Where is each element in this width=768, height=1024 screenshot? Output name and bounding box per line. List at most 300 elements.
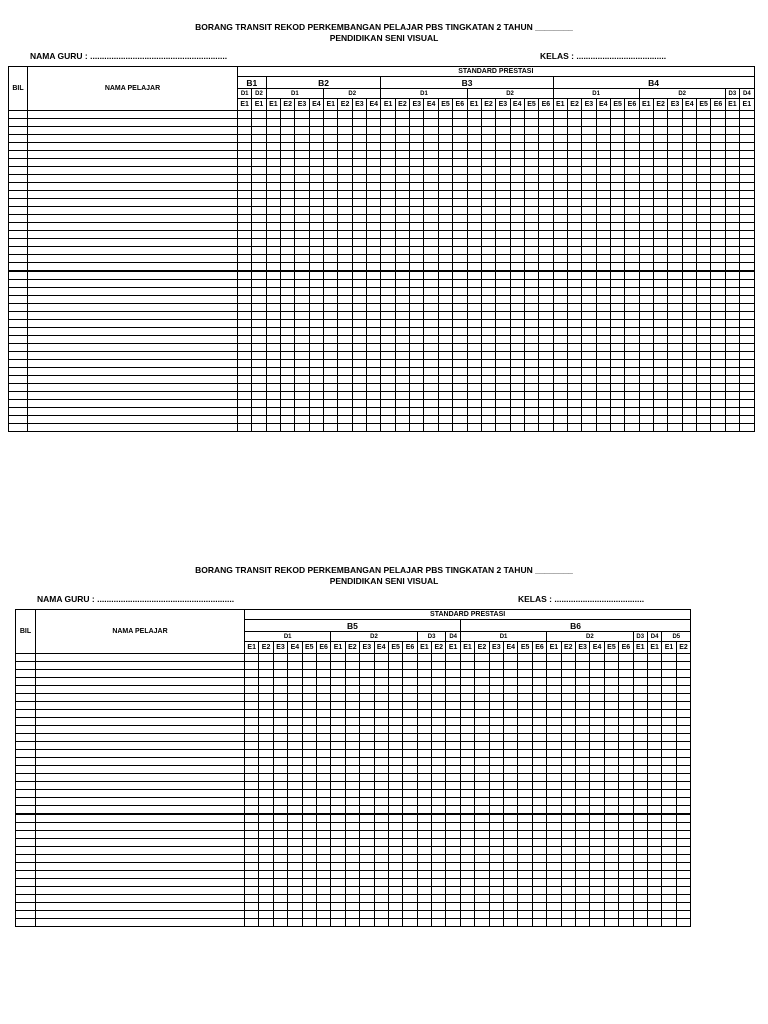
score-cell[interactable] [302, 726, 316, 734]
score-cell[interactable] [553, 392, 567, 400]
score-cell[interactable] [288, 718, 302, 726]
score-cell[interactable] [324, 344, 338, 352]
score-cell[interactable] [740, 368, 755, 376]
score-cell[interactable] [496, 135, 510, 143]
score-cell[interactable] [676, 823, 691, 831]
score-cell[interactable] [331, 790, 345, 798]
score-cell[interactable] [639, 368, 653, 376]
score-cell[interactable] [567, 320, 581, 328]
score-cell[interactable] [403, 895, 417, 903]
score-cell[interactable] [345, 678, 359, 686]
score-cell[interactable] [647, 734, 661, 742]
score-cell[interactable] [302, 662, 316, 670]
score-cell[interactable] [403, 831, 417, 839]
score-cell[interactable] [539, 111, 553, 119]
score-cell[interactable] [653, 135, 667, 143]
score-cell[interactable] [481, 408, 495, 416]
score-cell[interactable] [647, 863, 661, 871]
score-cell[interactable] [338, 199, 352, 207]
score-cell[interactable] [316, 766, 330, 774]
score-cell[interactable] [668, 360, 682, 368]
score-cell[interactable] [388, 879, 402, 887]
score-cell[interactable] [668, 400, 682, 408]
score-cell[interactable] [367, 223, 381, 231]
score-cell[interactable] [518, 782, 532, 790]
score-cell[interactable] [518, 710, 532, 718]
score-cell[interactable] [639, 135, 653, 143]
score-cell[interactable] [417, 871, 431, 879]
score-cell[interactable] [610, 207, 624, 215]
score-cell[interactable] [711, 304, 725, 312]
score-cell[interactable] [740, 167, 755, 175]
score-cell[interactable] [582, 320, 596, 328]
score-cell[interactable] [388, 686, 402, 694]
score-cell[interactable] [453, 239, 467, 247]
score-cell[interactable] [410, 175, 424, 183]
score-cell[interactable] [662, 919, 676, 927]
score-cell[interactable] [238, 304, 252, 312]
score-cell[interactable] [711, 127, 725, 135]
score-cell[interactable] [403, 863, 417, 871]
score-cell[interactable] [518, 806, 532, 815]
score-cell[interactable] [281, 408, 295, 416]
score-cell[interactable] [639, 239, 653, 247]
score-cell[interactable] [725, 199, 739, 207]
score-cell[interactable] [381, 223, 395, 231]
score-cell[interactable] [561, 718, 575, 726]
score-cell[interactable] [467, 304, 481, 312]
score-cell[interactable] [725, 328, 739, 336]
score-cell[interactable] [553, 376, 567, 384]
score-cell[interactable] [338, 247, 352, 255]
bil-cell[interactable] [16, 678, 36, 686]
score-cell[interactable] [438, 183, 452, 191]
bil-cell[interactable] [9, 159, 28, 167]
score-cell[interactable] [697, 247, 711, 255]
score-cell[interactable] [324, 312, 338, 320]
score-cell[interactable] [460, 871, 474, 879]
score-cell[interactable] [524, 255, 538, 263]
score-cell[interactable] [453, 135, 467, 143]
score-cell[interactable] [639, 288, 653, 296]
student-name-cell[interactable] [36, 903, 245, 911]
score-cell[interactable] [259, 919, 273, 927]
score-cell[interactable] [682, 424, 696, 432]
score-cell[interactable] [711, 223, 725, 231]
score-cell[interactable] [252, 304, 266, 312]
score-cell[interactable] [238, 360, 252, 368]
score-cell[interactable] [582, 223, 596, 231]
score-cell[interactable] [504, 774, 518, 782]
score-cell[interactable] [582, 271, 596, 280]
score-cell[interactable] [481, 328, 495, 336]
score-cell[interactable] [711, 247, 725, 255]
score-cell[interactable] [266, 247, 280, 255]
score-cell[interactable] [302, 903, 316, 911]
score-cell[interactable] [567, 143, 581, 151]
score-cell[interactable] [653, 231, 667, 239]
score-cell[interactable] [360, 694, 374, 702]
score-cell[interactable] [697, 135, 711, 143]
score-cell[interactable] [316, 790, 330, 798]
score-cell[interactable] [619, 734, 633, 742]
score-cell[interactable] [309, 392, 323, 400]
score-cell[interactable] [259, 839, 273, 847]
score-cell[interactable] [740, 392, 755, 400]
score-cell[interactable] [697, 159, 711, 167]
score-cell[interactable] [374, 686, 388, 694]
score-cell[interactable] [662, 726, 676, 734]
score-cell[interactable] [725, 288, 739, 296]
score-cell[interactable] [610, 175, 624, 183]
score-cell[interactable] [633, 686, 647, 694]
score-cell[interactable] [381, 312, 395, 320]
score-cell[interactable] [725, 231, 739, 239]
score-cell[interactable] [504, 742, 518, 750]
score-cell[interactable] [367, 231, 381, 239]
score-cell[interactable] [467, 215, 481, 223]
score-cell[interactable] [625, 159, 639, 167]
bil-cell[interactable] [16, 718, 36, 726]
student-name-cell[interactable] [36, 911, 245, 919]
score-cell[interactable] [295, 384, 309, 392]
score-cell[interactable] [417, 774, 431, 782]
score-cell[interactable] [259, 855, 273, 863]
score-cell[interactable] [561, 855, 575, 863]
score-cell[interactable] [388, 911, 402, 919]
score-cell[interactable] [331, 766, 345, 774]
score-cell[interactable] [567, 288, 581, 296]
score-cell[interactable] [647, 823, 661, 831]
score-cell[interactable] [381, 320, 395, 328]
score-cell[interactable] [395, 368, 409, 376]
score-cell[interactable] [590, 887, 604, 895]
score-cell[interactable] [273, 782, 287, 790]
score-cell[interactable] [676, 702, 691, 710]
score-cell[interactable] [547, 718, 561, 726]
student-name-cell[interactable] [28, 271, 238, 280]
score-cell[interactable] [309, 159, 323, 167]
score-cell[interactable] [539, 183, 553, 191]
score-cell[interactable] [345, 670, 359, 678]
score-cell[interactable] [367, 263, 381, 272]
score-cell[interactable] [561, 694, 575, 702]
score-cell[interactable] [331, 726, 345, 734]
score-cell[interactable] [395, 271, 409, 280]
score-cell[interactable] [633, 718, 647, 726]
score-cell[interactable] [510, 376, 524, 384]
score-cell[interactable] [302, 654, 316, 662]
score-cell[interactable] [432, 790, 446, 798]
score-cell[interactable] [295, 215, 309, 223]
score-cell[interactable] [725, 320, 739, 328]
score-cell[interactable] [647, 694, 661, 702]
score-cell[interactable] [668, 175, 682, 183]
score-cell[interactable] [316, 895, 330, 903]
score-cell[interactable] [625, 384, 639, 392]
student-name-cell[interactable] [28, 408, 238, 416]
bil-cell[interactable] [9, 400, 28, 408]
score-cell[interactable] [288, 694, 302, 702]
score-cell[interactable] [410, 159, 424, 167]
score-cell[interactable] [539, 384, 553, 392]
score-cell[interactable] [460, 702, 474, 710]
score-cell[interactable] [424, 271, 438, 280]
score-cell[interactable] [295, 360, 309, 368]
score-cell[interactable] [725, 312, 739, 320]
score-cell[interactable] [676, 919, 691, 927]
score-cell[interactable] [676, 686, 691, 694]
score-cell[interactable] [711, 255, 725, 263]
score-cell[interactable] [259, 814, 273, 823]
score-cell[interactable] [532, 694, 546, 702]
score-cell[interactable] [561, 686, 575, 694]
score-cell[interactable] [524, 352, 538, 360]
score-cell[interactable] [676, 831, 691, 839]
score-cell[interactable] [590, 895, 604, 903]
score-cell[interactable] [504, 670, 518, 678]
score-cell[interactable] [266, 280, 280, 288]
score-cell[interactable] [417, 839, 431, 847]
score-cell[interactable] [725, 223, 739, 231]
score-cell[interactable] [610, 360, 624, 368]
score-cell[interactable] [662, 831, 676, 839]
score-cell[interactable] [676, 855, 691, 863]
score-cell[interactable] [711, 175, 725, 183]
score-cell[interactable] [633, 863, 647, 871]
score-cell[interactable] [682, 360, 696, 368]
score-cell[interactable] [417, 855, 431, 863]
score-cell[interactable] [360, 839, 374, 847]
score-cell[interactable] [510, 320, 524, 328]
score-cell[interactable] [575, 847, 589, 855]
score-cell[interactable] [446, 686, 460, 694]
score-cell[interactable] [668, 288, 682, 296]
score-cell[interactable] [561, 766, 575, 774]
score-cell[interactable] [481, 231, 495, 239]
score-cell[interactable] [460, 806, 474, 815]
score-cell[interactable] [245, 670, 259, 678]
student-name-cell[interactable] [36, 871, 245, 879]
score-cell[interactable] [532, 734, 546, 742]
score-cell[interactable] [481, 304, 495, 312]
score-cell[interactable] [647, 911, 661, 919]
score-cell[interactable] [532, 726, 546, 734]
score-cell[interactable] [604, 734, 618, 742]
student-name-cell[interactable] [36, 831, 245, 839]
score-cell[interactable] [453, 384, 467, 392]
score-cell[interactable] [653, 119, 667, 127]
score-cell[interactable] [625, 239, 639, 247]
score-cell[interactable] [252, 247, 266, 255]
score-cell[interactable] [610, 191, 624, 199]
score-cell[interactable] [432, 670, 446, 678]
score-cell[interactable] [467, 175, 481, 183]
score-cell[interactable] [662, 694, 676, 702]
score-cell[interactable] [711, 239, 725, 247]
score-cell[interactable] [266, 127, 280, 135]
score-cell[interactable] [360, 823, 374, 831]
score-cell[interactable] [682, 304, 696, 312]
score-cell[interactable] [567, 111, 581, 119]
score-cell[interactable] [374, 694, 388, 702]
score-cell[interactable] [295, 392, 309, 400]
score-cell[interactable] [590, 871, 604, 879]
score-cell[interactable] [496, 360, 510, 368]
score-cell[interactable] [633, 847, 647, 855]
score-cell[interactable] [481, 247, 495, 255]
score-cell[interactable] [504, 750, 518, 758]
score-cell[interactable] [590, 718, 604, 726]
score-cell[interactable] [367, 151, 381, 159]
score-cell[interactable] [424, 167, 438, 175]
score-cell[interactable] [668, 135, 682, 143]
score-cell[interactable] [309, 336, 323, 344]
score-cell[interactable] [432, 798, 446, 806]
score-cell[interactable] [682, 183, 696, 191]
score-cell[interactable] [740, 376, 755, 384]
score-cell[interactable] [567, 207, 581, 215]
score-cell[interactable] [697, 151, 711, 159]
score-cell[interactable] [252, 368, 266, 376]
score-cell[interactable] [682, 135, 696, 143]
score-cell[interactable] [331, 742, 345, 750]
score-cell[interactable] [259, 686, 273, 694]
score-cell[interactable] [547, 814, 561, 823]
score-cell[interactable] [388, 670, 402, 678]
score-cell[interactable] [604, 654, 618, 662]
score-cell[interactable] [590, 662, 604, 670]
score-cell[interactable] [352, 143, 366, 151]
score-cell[interactable] [481, 416, 495, 424]
score-cell[interactable] [653, 191, 667, 199]
score-cell[interactable] [417, 742, 431, 750]
score-cell[interactable] [668, 384, 682, 392]
score-cell[interactable] [740, 127, 755, 135]
score-cell[interactable] [302, 887, 316, 895]
score-cell[interactable] [324, 280, 338, 288]
score-cell[interactable] [309, 416, 323, 424]
score-cell[interactable] [653, 368, 667, 376]
score-cell[interactable] [639, 223, 653, 231]
score-cell[interactable] [460, 710, 474, 718]
bil-cell[interactable] [9, 127, 28, 135]
score-cell[interactable] [567, 296, 581, 304]
score-cell[interactable] [625, 296, 639, 304]
score-cell[interactable] [259, 871, 273, 879]
student-name-cell[interactable] [28, 135, 238, 143]
score-cell[interactable] [504, 686, 518, 694]
score-cell[interactable] [302, 871, 316, 879]
score-cell[interactable] [309, 255, 323, 263]
score-cell[interactable] [682, 199, 696, 207]
score-cell[interactable] [575, 774, 589, 782]
score-cell[interactable] [610, 167, 624, 175]
score-cell[interactable] [510, 304, 524, 312]
score-cell[interactable] [295, 199, 309, 207]
score-cell[interactable] [410, 320, 424, 328]
score-cell[interactable] [410, 384, 424, 392]
student-name-cell[interactable] [36, 710, 245, 718]
score-cell[interactable] [395, 239, 409, 247]
score-cell[interactable] [639, 400, 653, 408]
score-cell[interactable] [547, 782, 561, 790]
score-cell[interactable] [633, 726, 647, 734]
score-cell[interactable] [682, 175, 696, 183]
score-cell[interactable] [338, 127, 352, 135]
score-cell[interactable] [553, 167, 567, 175]
score-cell[interactable] [453, 271, 467, 280]
score-cell[interactable] [697, 408, 711, 416]
score-cell[interactable] [288, 710, 302, 718]
score-cell[interactable] [467, 312, 481, 320]
score-cell[interactable] [582, 231, 596, 239]
score-cell[interactable] [625, 151, 639, 159]
score-cell[interactable] [467, 368, 481, 376]
score-cell[interactable] [567, 255, 581, 263]
score-cell[interactable] [252, 255, 266, 263]
score-cell[interactable] [424, 328, 438, 336]
score-cell[interactable] [438, 215, 452, 223]
score-cell[interactable] [238, 199, 252, 207]
score-cell[interactable] [374, 670, 388, 678]
score-cell[interactable] [266, 400, 280, 408]
score-cell[interactable] [410, 143, 424, 151]
score-cell[interactable] [662, 823, 676, 831]
score-cell[interactable] [374, 662, 388, 670]
score-cell[interactable] [633, 806, 647, 815]
score-cell[interactable] [532, 863, 546, 871]
score-cell[interactable] [252, 263, 266, 272]
score-cell[interactable] [259, 782, 273, 790]
score-cell[interactable] [252, 312, 266, 320]
score-cell[interactable] [309, 151, 323, 159]
score-cell[interactable] [475, 718, 489, 726]
score-cell[interactable] [432, 879, 446, 887]
score-cell[interactable] [432, 694, 446, 702]
score-cell[interactable] [288, 814, 302, 823]
score-cell[interactable] [238, 143, 252, 151]
score-cell[interactable] [697, 143, 711, 151]
score-cell[interactable] [610, 143, 624, 151]
score-cell[interactable] [352, 199, 366, 207]
score-cell[interactable] [567, 368, 581, 376]
score-cell[interactable] [417, 814, 431, 823]
score-cell[interactable] [309, 127, 323, 135]
score-cell[interactable] [410, 288, 424, 296]
score-cell[interactable] [331, 670, 345, 678]
score-cell[interactable] [504, 726, 518, 734]
score-cell[interactable] [352, 392, 366, 400]
score-cell[interactable] [676, 903, 691, 911]
bil-cell[interactable] [9, 111, 28, 119]
score-cell[interactable] [596, 231, 610, 239]
score-cell[interactable] [532, 879, 546, 887]
score-cell[interactable] [619, 839, 633, 847]
score-cell[interactable] [740, 199, 755, 207]
score-cell[interactable] [653, 296, 667, 304]
score-cell[interactable] [740, 352, 755, 360]
score-cell[interactable] [266, 271, 280, 280]
bil-cell[interactable] [16, 863, 36, 871]
score-cell[interactable] [725, 119, 739, 127]
score-cell[interactable] [281, 328, 295, 336]
score-cell[interactable] [697, 207, 711, 215]
score-cell[interactable] [453, 424, 467, 432]
score-cell[interactable] [467, 392, 481, 400]
score-cell[interactable] [238, 151, 252, 159]
score-cell[interactable] [653, 392, 667, 400]
